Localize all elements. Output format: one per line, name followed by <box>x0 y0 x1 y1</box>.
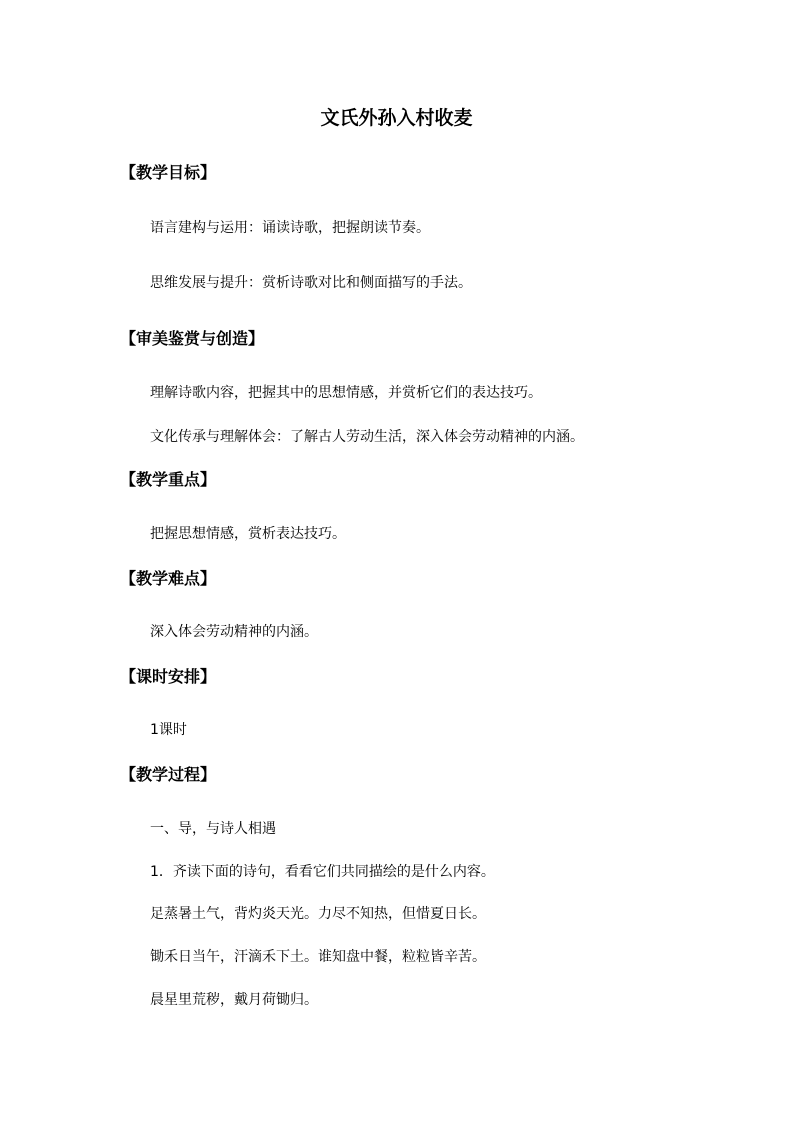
section-heading-objectives: 【教学目标】 <box>120 163 217 182</box>
process-item-poem-line-3: 晨星里荒秽，戴月荷锄归。 <box>150 992 318 1008</box>
process-item-intro: 一、导，与诗人相遇 <box>150 821 276 837</box>
document-title: 文氏外孙入村收麦 <box>320 107 473 129</box>
process-item-poem-line-1: 足蒸暑土气，背灼炎天光。力尽不知热，但惜夏日长。 <box>150 906 486 922</box>
difficulties-item: 深入体会劳动精神的内涵。 <box>150 624 318 640</box>
schedule-item: 1课时 <box>150 722 187 738</box>
aesthetics-item-understanding: 理解诗歌内容，把握其中的思想情感，并赏析它们的表达技巧。 <box>150 385 542 401</box>
aesthetics-item-culture: 文化传承与理解体会：了解古人劳动生活，深入体会劳动精神的内涵。 <box>150 429 584 445</box>
section-heading-key-points: 【教学重点】 <box>120 470 217 489</box>
objective-item-language: 语言建构与运用：诵读诗歌，把握朗读节奏。 <box>150 220 430 236</box>
section-heading-aesthetics: 【审美鉴赏与创造】 <box>120 329 265 348</box>
objective-item-thinking: 思维发展与提升：赏析诗歌对比和侧面描写的手法。 <box>150 275 472 291</box>
process-item-step-1: 1．齐读下面的诗句，看看它们共同描绘的是什么内容。 <box>150 864 495 880</box>
key-points-item: 把握思想情感，赏析表达技巧。 <box>150 526 346 542</box>
process-item-poem-line-2: 锄禾日当午，汗滴禾下土。谁知盘中餐，粒粒皆辛苦。 <box>150 949 486 965</box>
section-heading-difficulties: 【教学难点】 <box>120 569 217 588</box>
section-heading-process: 【教学过程】 <box>120 765 217 784</box>
section-heading-schedule: 【课时安排】 <box>120 667 217 686</box>
